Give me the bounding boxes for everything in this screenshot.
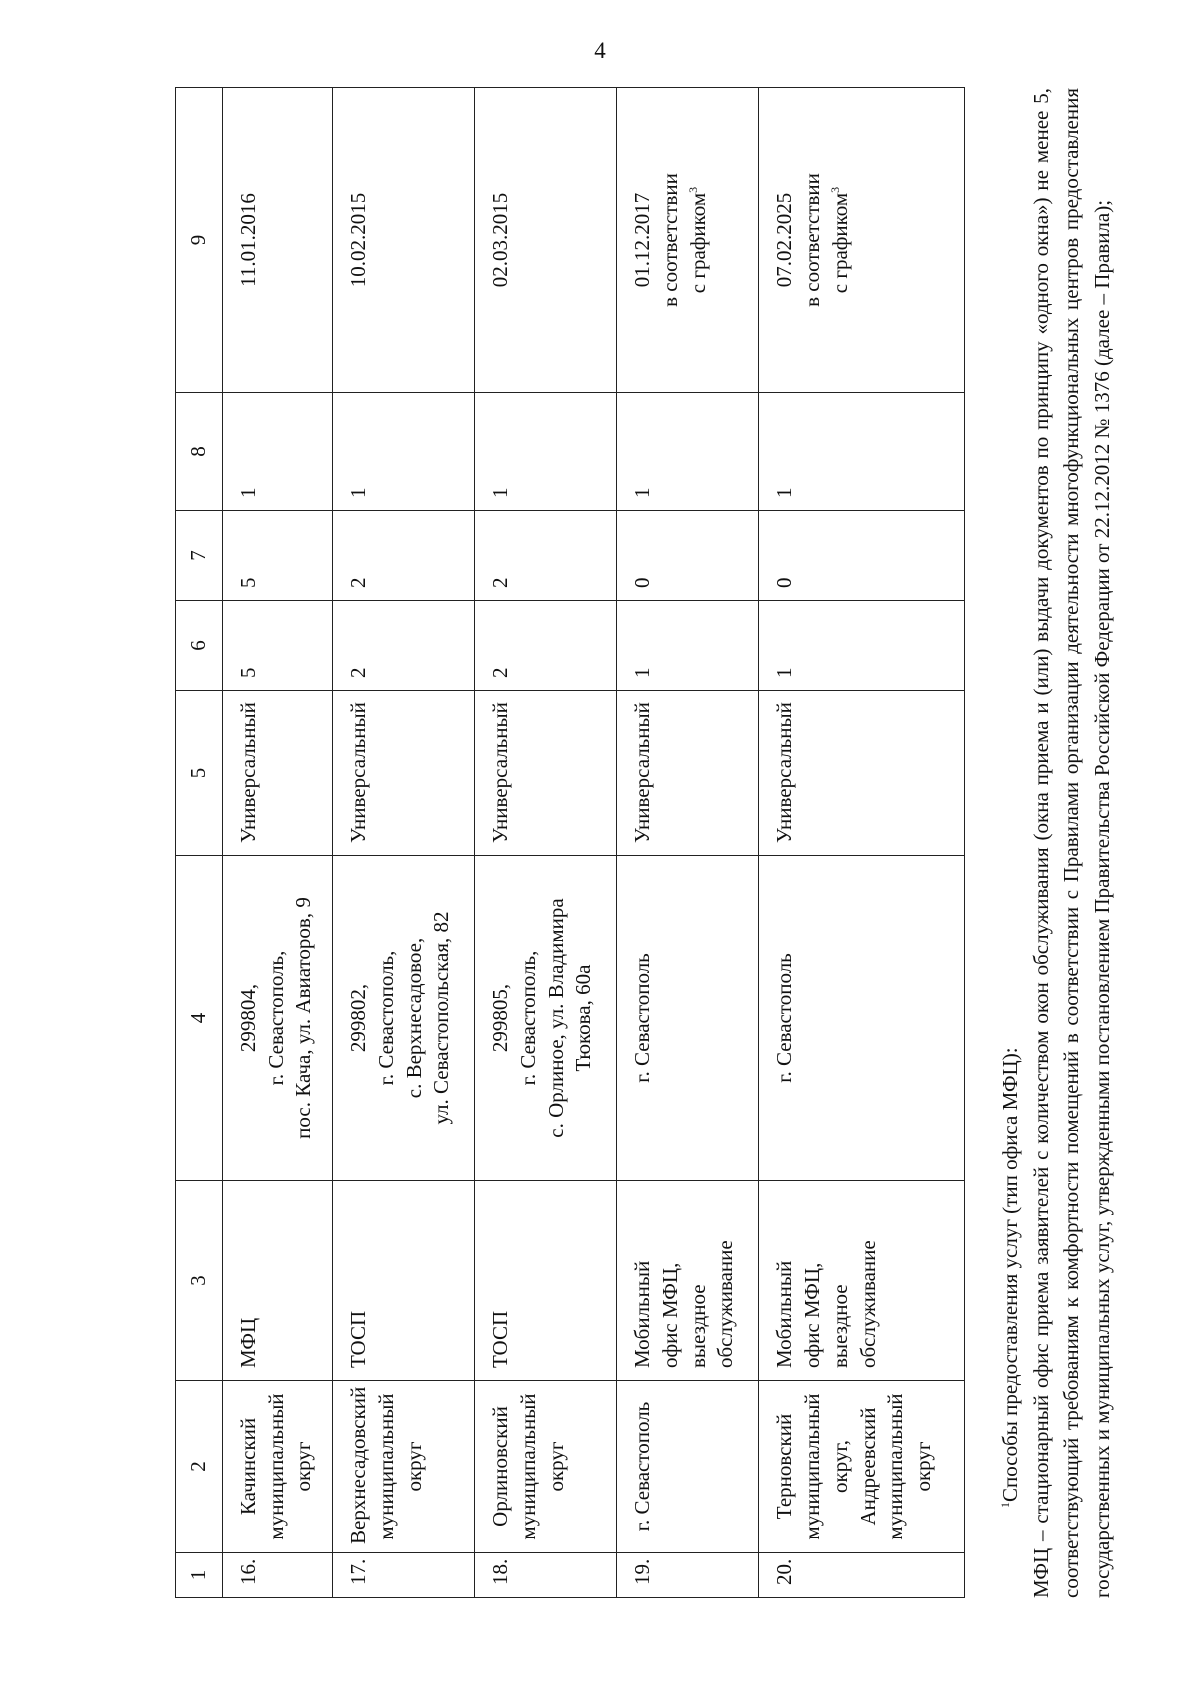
district-cell-line: муниципальный [516,1393,540,1540]
table-row [475,88,617,1598]
office-type-cell-line: выездное [685,1284,710,1368]
col7-cell: 2 [333,511,475,601]
district-cell-line: Орлиновский [488,1406,513,1527]
rotated-content [175,88,1175,1598]
service-type-cell: Универсальный [333,691,475,856]
date-cell-line: 10.02.2015 [346,192,371,288]
office-type-cell [759,1181,965,1381]
address-cell-line: г. Севастополь, [373,950,398,1086]
column-header: 5 [176,691,223,856]
col7-cell: 2 [475,511,617,601]
date-cell [223,88,333,393]
date-cell [475,88,617,393]
district-cell-line: округ, [827,1440,852,1493]
table-row [759,88,965,1598]
service-type-cell: Универсальный [475,691,617,856]
address-cell [333,856,475,1181]
address-cell-line: г. Севастополь [630,953,655,1083]
district-cell-line: муниципальный [373,1393,398,1540]
district-cell [475,1381,617,1553]
address-cell [475,856,617,1181]
date-cell [333,88,475,393]
district-cell-line: Терновский [772,1413,797,1520]
date-cell-line: в соответствии [800,173,825,307]
col7-cell: 0 [759,511,965,601]
row-number: 20. [759,1553,965,1598]
footnote-body: МФЦ – стационарный офис приема заявителей с количеством окон обслуживания (окна приема и (или) выдачи документов по принципу «одного окна») не менее 5, соответствующий требованиям к комфортности помещений в соответствии с Правилами организации деятельности многофункциональных центров предоставления государственных и муниципальных услуг, утвержденными постановлением Правительства Российской Федерации от 22.12.2012 № 1376 (далее – Правила); [1028,88,1114,1598]
office-type-cell [475,1181,617,1381]
address-cell-line: 299802, [346,983,371,1053]
office-type-cell-line: ТОСП [346,1310,371,1368]
office-type-cell-line: выездное [827,1284,852,1368]
footnote-marker: 1 [998,1502,1012,1508]
row-number: 19. [617,1553,759,1598]
footnote-ref: 3 [827,186,842,193]
column-header: 6 [176,601,223,691]
date-cell-line: 01.12.2017 [630,192,655,288]
date-cell-line: с графиком$^3$ [827,186,852,294]
office-type-cell-line: офис МФЦ, [800,1262,825,1368]
table-header-row [176,88,223,1598]
address-cell [759,856,965,1181]
office-type-cell [223,1181,333,1381]
footnote-title: $^1$Способы предоставления услуг (тип офиса МФЦ): [998,1047,1022,1508]
address-cell-line: г. Севастополь, [263,950,288,1086]
address-cell-line: пос. Кача, ул. Авиаторов, 9 [291,897,316,1139]
col6-cell: 2 [475,601,617,691]
address-cell [617,856,759,1181]
date-cell-line: 02.03.2015 [488,192,513,288]
office-type-cell-line: ТОСП [488,1310,513,1368]
date-cell-line: 07.02.2025 [772,192,797,288]
address-cell-line: 299805, [488,983,513,1053]
district-cell-line: муниципальный [800,1393,825,1540]
address-cell-line: Тюкова, 60а [571,964,596,1072]
office-type-cell-line: Мобильный [630,1260,655,1368]
column-header: 7 [176,511,223,601]
date-cell-line: с графиком$^3$ [685,186,710,294]
column-header: 1 [176,1553,223,1598]
col8-cell: 1 [759,393,965,511]
office-type-cell-line: Мобильный [772,1260,797,1368]
column-header: 9 [176,88,223,393]
col7-cell: 5 [223,511,333,601]
col6-cell: 1 [759,601,965,691]
address-cell [223,856,333,1181]
footnotes [995,88,1118,1598]
district-cell-line: округ [543,1441,568,1492]
column-header: 3 [176,1181,223,1381]
address-cell-line: г. Севастополь [772,953,797,1083]
mfc-offices-table [175,87,965,1598]
col8-cell: 1 [223,393,333,511]
column-header: 4 [176,856,223,1181]
col8-cell: 1 [333,393,475,511]
address-cell-line: г. Севастополь, [516,950,540,1086]
district-cell-line: Верхнесадовский [346,1386,371,1544]
office-type-cell [333,1181,475,1381]
district-cell-line: муниципальный [263,1393,288,1540]
district-cell-line: округ [401,1441,426,1492]
address-cell-line: ул. Севастопольская, 82 [429,911,454,1125]
district-cell-line: муниципальный [883,1393,908,1540]
office-type-cell-line: МФЦ [236,1317,260,1368]
date-cell [617,88,759,393]
col7-cell: 0 [617,511,759,601]
address-cell-line: с. Верхнесадовое, [401,937,426,1099]
col6-cell: 2 [333,601,475,691]
service-type-cell: Универсальный [759,691,965,856]
district-cell [333,1381,475,1553]
district-cell-line: г. Севастополь [630,1401,655,1532]
table-row [223,88,333,1598]
office-type-cell-line: офис МФЦ, [658,1262,683,1368]
office-type-cell [617,1181,759,1381]
district-cell [223,1381,333,1553]
service-type-cell: Универсальный [223,691,333,856]
district-cell-line: округ [910,1441,935,1492]
office-type-cell-line: обслуживание [713,1240,738,1368]
table-row [333,88,475,1598]
district-cell [759,1381,965,1553]
district-cell-line: Качинский [236,1417,260,1516]
footnote-ref: 3 [685,186,700,193]
column-header: 2 [176,1381,223,1553]
district-cell-line: Андреевский [855,1407,880,1526]
col6-cell: 1 [617,601,759,691]
col6-cell: 5 [223,601,333,691]
date-cell [759,88,965,393]
service-type-cell: Универсальный [617,691,759,856]
district-cell-line: округ [291,1441,316,1492]
row-number: 17. [333,1553,475,1598]
district-cell [617,1381,759,1553]
table-row [617,88,759,1598]
address-cell-line: с. Орлиное, ул. Владимира [543,898,568,1138]
row-number: 18. [475,1553,617,1598]
col8-cell: 1 [617,393,759,511]
office-type-cell-line: обслуживание [855,1240,880,1368]
address-cell-line: 299804, [236,983,260,1053]
column-header: 8 [176,393,223,511]
page-number: 4 [594,38,606,63]
date-cell-line: 11.01.2016 [236,193,260,287]
date-cell-line: в соответствии [658,173,683,307]
col8-cell: 1 [475,393,617,511]
row-number: 16. [223,1553,333,1598]
